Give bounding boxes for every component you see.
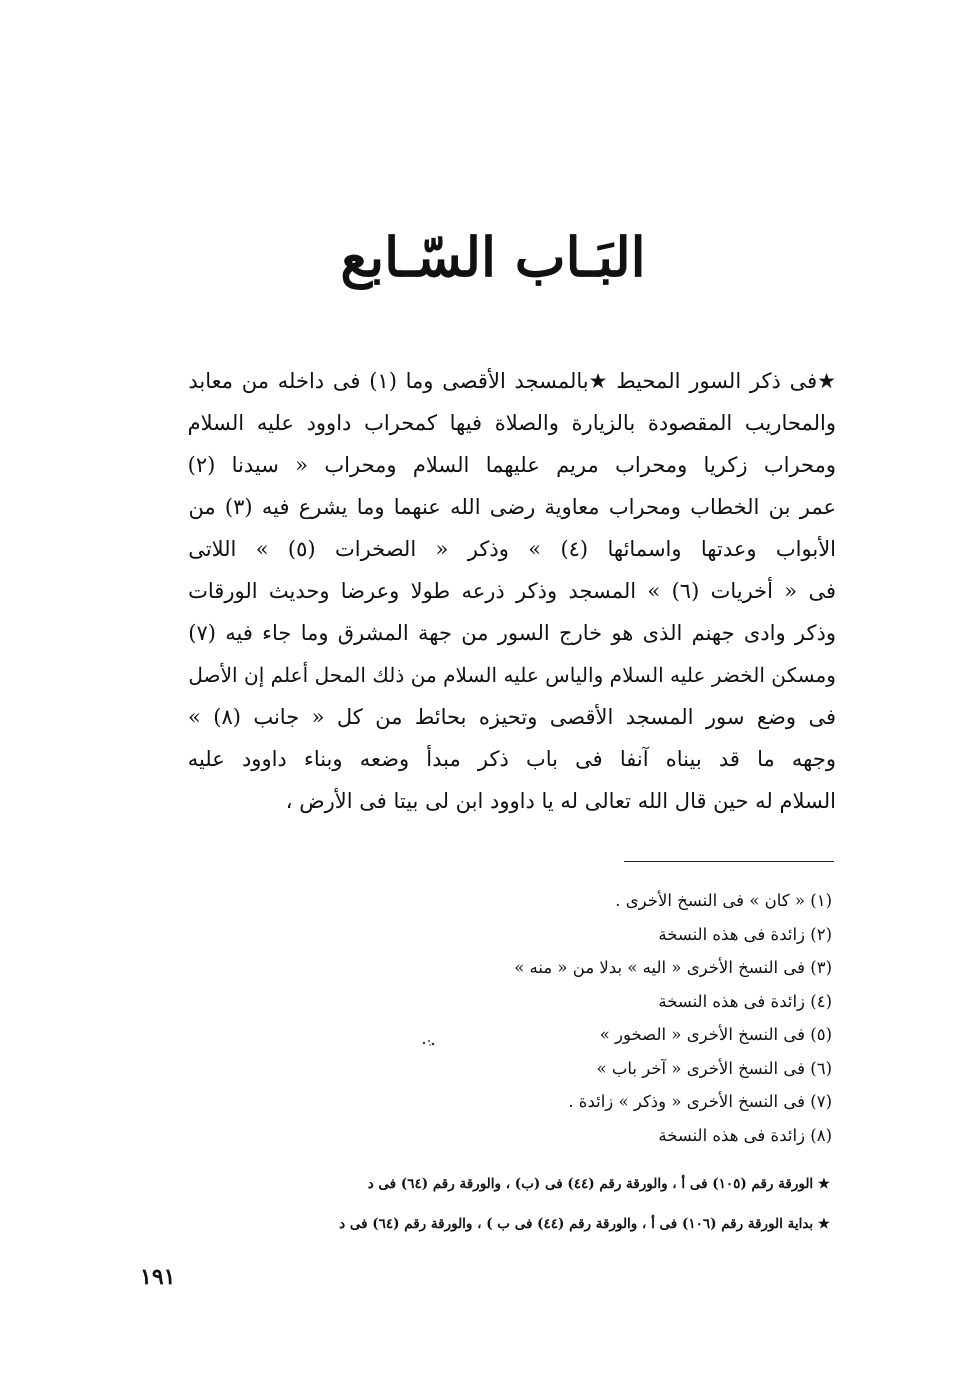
page-number: ١٩١ — [140, 1264, 176, 1290]
ink-speck-decoration — [420, 1036, 438, 1048]
body-line: فى « أخريات (٦) » المسجد وذكر ذرعه طولا وعرضا وحديث الورقات — [188, 579, 836, 603]
footnote-item: (٤) زائدة فى هذه النسخة — [658, 991, 832, 1011]
chapter-title — [0, 222, 956, 292]
body-line: وجهه ما قد بيناه آنفا فى باب ذكر مبدأ وضعه وبناء داوود عليه — [188, 747, 836, 771]
manuscript-notes — [180, 1164, 830, 1244]
body-line: الأبواب وعدتها واسمائها (٤) » وذكر « الصخرات (٥) » اللاتى — [188, 537, 836, 561]
body-line: السلام له حين قال الله تعالى له يا داوود ابن لى بيتا فى الأرض ، — [285, 789, 836, 813]
manuscript-note: ★ الورقة رقم (١٠٥) فى أ ، والورقة رقم (٤٤) فى (ب) ، والورقة رقم (٦٤) فى د — [367, 1176, 830, 1192]
footnote-divider — [624, 861, 834, 862]
footnote-item: (٥) فى النسخ الأخرى « الصخور » — [599, 1025, 832, 1044]
chapter-title-text: البَـاب السّـابع — [340, 225, 646, 289]
footnote-item: (١) « كان » فى النسخ الأخرى . — [615, 891, 832, 910]
body-line: والمحاريب المقصودة بالزيارة والصلاة فيها كمحراب داوود عليه السلام — [188, 411, 836, 435]
body-line: وذكر وادى جهنم الذى هو خارج السور من جهة المشرق وما جاء فيه (٧) — [188, 621, 836, 645]
footnote-item: (٨) زائدة فى هذه النسخة — [658, 1125, 832, 1145]
footnote-item: (٢) زائدة فى هذه النسخة — [658, 924, 832, 944]
body-line: ومسكن الخضر عليه السلام والياس عليه السلام من ذلك المحل أعلم إن الأصل — [188, 663, 836, 687]
body-line: ومحراب زكريا ومحراب مريم عليهما السلام ومحراب « سيدنا (٢) — [188, 453, 836, 477]
body-text — [188, 360, 836, 822]
footnote-item: (٧) فى النسخ الأخرى « وذكر » زائدة . — [568, 1092, 832, 1111]
body-line: ★فى ذكر السور المحيط ★بالمسجد الأقصى وما (١) فى داخله من معابد — [188, 369, 836, 393]
manuscript-note: ★ بداية الورقة رقم (١٠٦) فى أ ، والورقة رقم (٤٤) فى ب ) ، والورقة رقم (٦٤) فى د — [339, 1216, 830, 1232]
body-line: عمر بن الخطاب ومحراب معاوية رضى الله عنهما وما يشرع فيه (٣) من — [188, 495, 836, 519]
footnote-item: (٣) فى النسخ الأخرى « اليه » بدلا من « منه » — [514, 958, 832, 977]
footnote-item: (٦) فى النسخ الأخرى « آخر باب » — [596, 1058, 832, 1078]
body-line: فى وضع سور المسجد الأقصى وتحيزه بحائط من كل « جانب (٨) » — [188, 705, 836, 729]
footnotes — [400, 884, 832, 1152]
